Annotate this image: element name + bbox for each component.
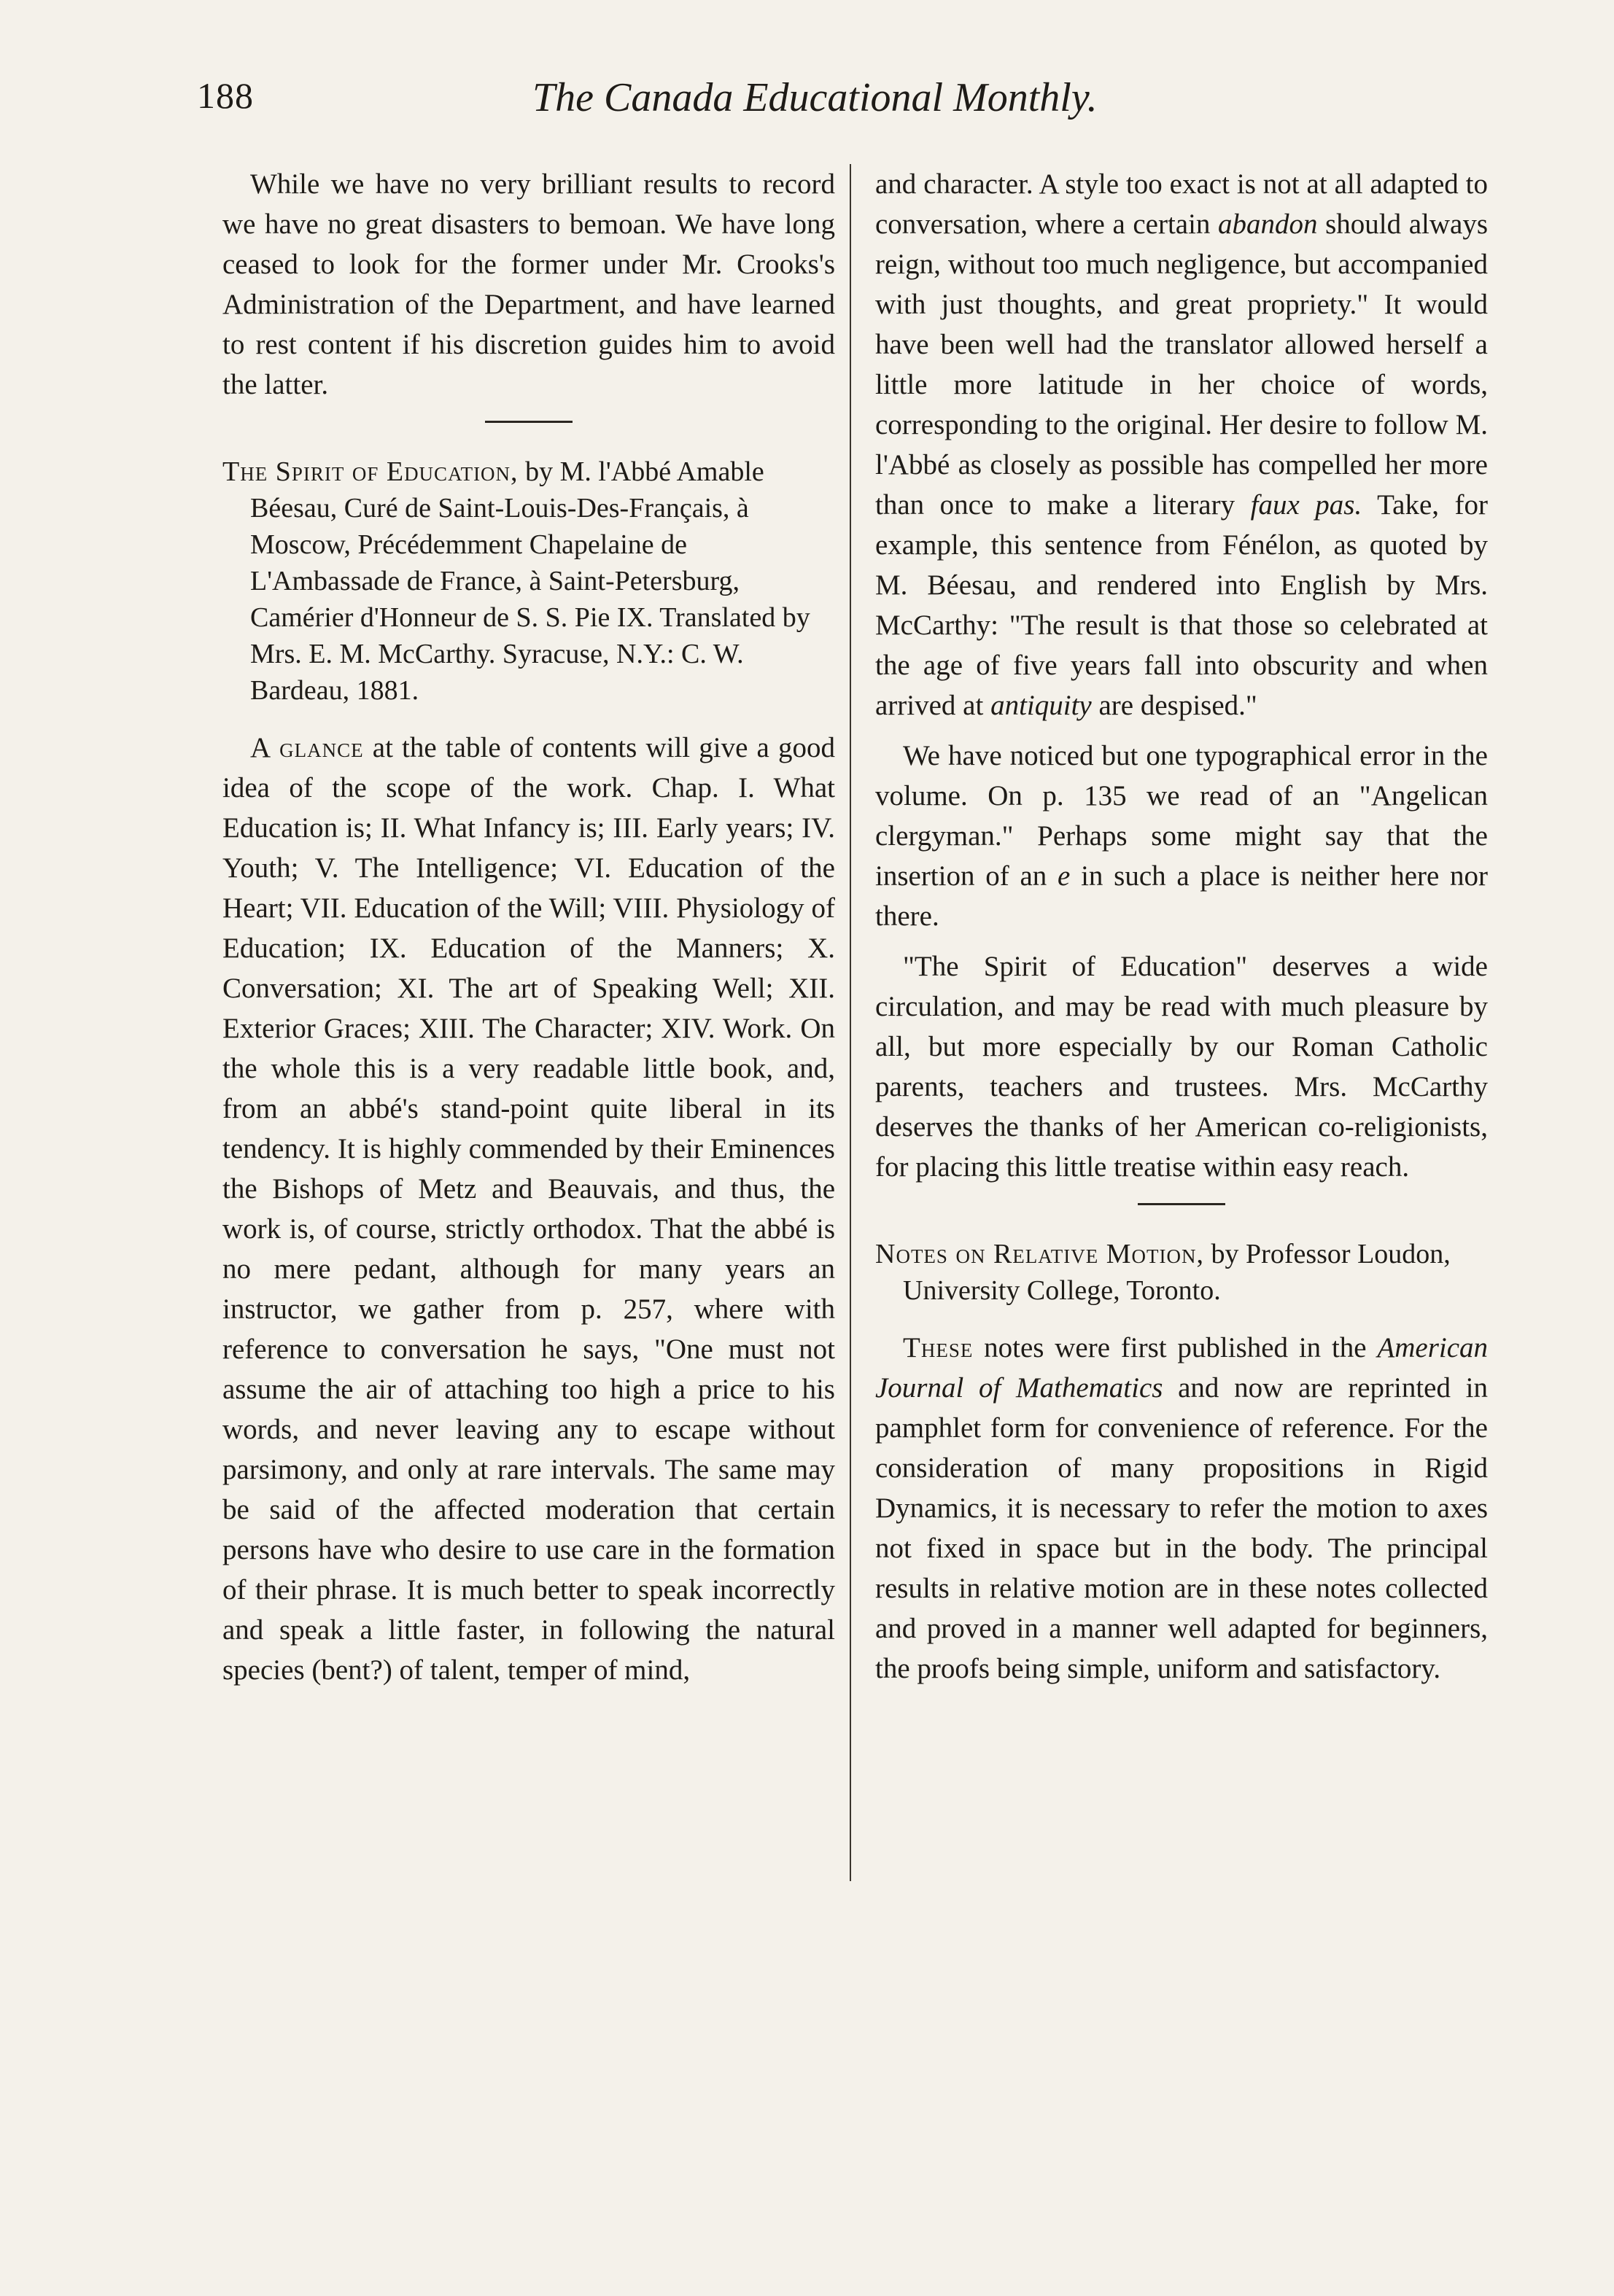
italic-word: antiquity [990,690,1092,721]
italic-word: e [1058,860,1071,892]
text-run: Take, for example, this sentence from Fénélon, as quoted by M. Béesau, and rendered into English by Mrs. McCarthy: "The result is that those so celebrated at the age of five years fall into obscurity and when arrived at [875,489,1489,721]
text-run: and character. A style too exact is not at all adapted to conversation, where a certain [875,168,1488,240]
italic-word: American Journal of Mathematics [875,1332,1489,1404]
review-title: The Spirit of Education, [222,456,519,487]
review-continuation [875,164,1488,725]
lead-words: A glance [250,732,364,763]
page-number: 188 [197,75,254,116]
review-title: Notes on Relative Motion, [875,1239,1205,1269]
italic-word: faux pas. [1250,489,1362,521]
italic-word: abandon [1218,209,1318,240]
section-divider [485,421,573,423]
paragraph-text: at the table of contents will give a good idea of the scope of the work. Chap. I. What Education is; II. What Infancy is; III. Early years; IV. Youth; V. The Intelligence; VI. Education of the Heart; VII. Education of the Will; VIII. Physiology of Education; IX. Education of the Manners; X. Conversation; XI. The art of Speaking Well; XII. Exterior Graces; XIII. The Character; XIV. Work. On the whole this is a very readable little book, and, from an abbé's stand-point quite liberal in its tendency. It is highly commended by their Eminences the Bishops of Metz and Beauvais, and thus, the work is, of course, strictly orthodox. That the abbé is no mere pedant, although for many years an instructor, we gather from p. 257, where with reference to conversation he says, "One must not assume the air of attaching too high a price to his words, and never leaving any to escape without parsimony, and only at rare intervals. The same may be said of the affected moderation that certain persons have who desire to use care in the formation of their phrase. It is much better to speak incorrectly and speak a little faster, in following the natural species (bent?) of talent, temper of mind, [222,732,835,1686]
running-title: The Canada Educational Monthly. [532,75,1098,120]
review-bibliographic-details: by M. l'Abbé Amable Béesau, Curé de Saint-Louis-Des-Français, à Moscow, Précédemment Chapelaine de L'Ambassade de France, à Saint-Petersburg, Camérier d'Honneur de S. S. Pie IX. Translated by Mrs. E. M. McCarthy. Syracuse, N.Y.: C. W. Bardeau, 1881. [250,456,810,706]
text-run: should always reign, without too much negligence, but accompanied with just thoughts, and great propriety." It would have been well had the translator allowed herself a little more latitude in her choice of words, corresponding to the original. Her desire to follow M. l'Abbé as closely as possible has compelled her more than once to make a literary [875,209,1489,521]
review-heading [222,454,835,709]
right-column [875,164,1488,1699]
review-paragraph [875,1328,1488,1689]
lead-words: These [903,1332,974,1363]
text-run: are despised." [1098,690,1257,721]
text-run: in such a place is neither here nor there. [875,860,1489,932]
review-heading [875,1236,1488,1309]
page-header [197,67,1262,133]
intro-paragraph: While we have no very brilliant results to record we have no great disasters to bemoan. We have long ceased to look for the former under Mr. Crooks's Administration of the Department, and have learned to rest content if his discretion guides him to avoid the latter. [222,168,835,400]
text-run: We have noticed but one typographical error in the volume. On p. 135 we read of an "Angelican clergyman." Perhaps some might say that the insertion of an [875,740,1488,892]
review-paragraph [222,728,835,1690]
section-divider [1138,1203,1225,1205]
review-bibliographic-details: by Professor Loudon, University College, Toronto. [903,1239,1451,1306]
text-run: and now are reprinted in pamphlet form for convenience of reference. For the consideration of many propositions in Rigid Dynamics, it is necessary to refer the motion to axes not fixed in space but in the body. The principal results in relative motion are in these notes collected and proved in a manner well adapted for beginners, the proofs being simple, uniform and satisfactory. [875,1372,1488,1684]
text-run: notes were first published in the [984,1332,1367,1363]
left-column [222,164,835,1700]
closing-paragraph: "The Spirit of Education" deserves a wide circulation, and may be read with much pleasure by all, but more especially by our Roman Catholic parents, teachers and trustees. Mrs. McCarthy deserves the thanks of her American co-religionists, for placing this little treatise within easy reach. [875,951,1488,1183]
column-divider [850,164,851,1881]
typo-paragraph [875,736,1488,936]
